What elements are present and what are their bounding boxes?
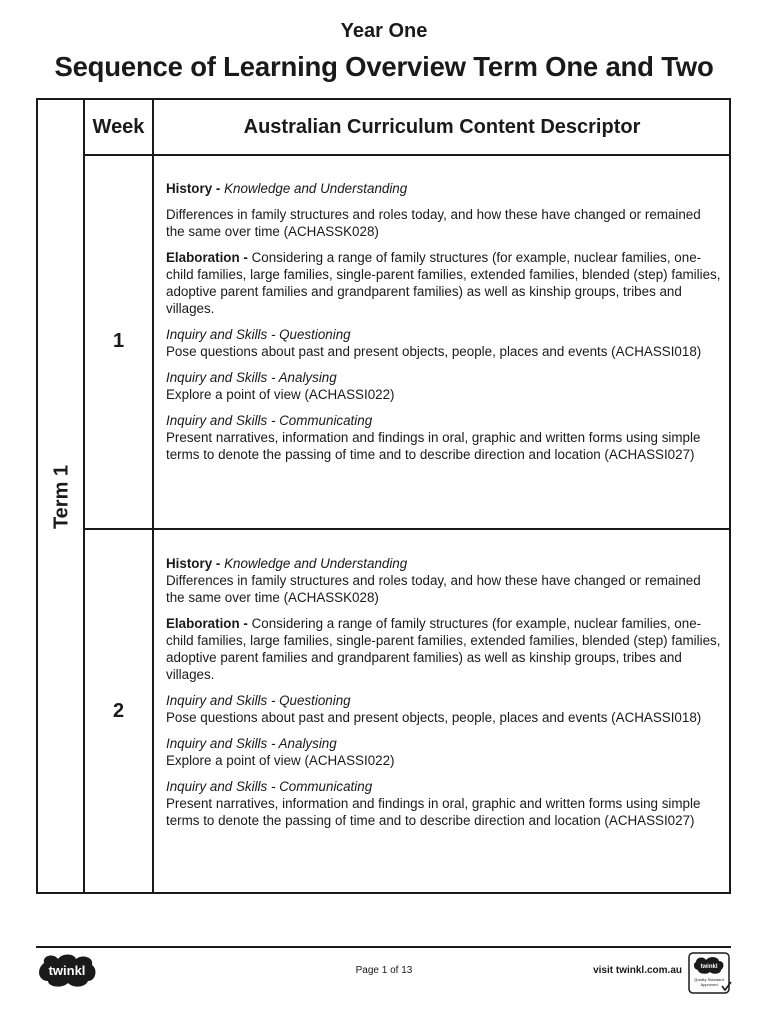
communicating-heading: Inquiry and Skills - Communicating bbox=[166, 779, 373, 794]
elaboration: Elaboration - Considering a range of family structures (for example, nuclear families, one-child families, large families, single-parent families, extended families, blended (step) families, adoptive parent families and grandparent families) as well as kinship groups, tribes and villages. bbox=[166, 616, 721, 682]
communicating-text: Present narratives, information and findings in oral, graphic and written forms using simple terms to denote the passing of time and to describe direction and location (ACHASSI027) bbox=[166, 796, 701, 828]
analysing-text: Explore a point of view (ACHASSI022) bbox=[166, 387, 395, 402]
week-number: 1 bbox=[112, 330, 125, 352]
descriptor-cell bbox=[166, 555, 722, 838]
week-number: 2 bbox=[112, 700, 125, 722]
questioning-text: Pose questions about past and present objects, people, places and events (ACHASSI018) bbox=[166, 710, 702, 725]
analysing-text: Explore a point of view (ACHASSI022) bbox=[166, 753, 395, 768]
quality-badge-icon bbox=[688, 952, 732, 994]
history-heading: History - Knowledge and Understanding bbox=[166, 556, 408, 571]
svg-text:Quality Standard: Quality Standard bbox=[694, 977, 724, 982]
column-header-descriptor: Australian Curriculum Content Descriptor bbox=[243, 115, 641, 138]
page-number: Page 1 of 13 bbox=[355, 965, 413, 976]
analysing-heading: Inquiry and Skills - Analysing bbox=[166, 736, 337, 751]
history-heading: History - Knowledge and Understanding bbox=[166, 181, 408, 196]
elaboration: Elaboration - Considering a range of family structures (for example, nuclear families, one-child families, large families, single-parent families, extended families, blended (step) families, adoptive parent families and grandparent families) as well as kinship groups, tribes and villages. bbox=[166, 250, 721, 316]
descriptor-cell bbox=[166, 180, 722, 472]
analysing-heading: Inquiry and Skills - Analysing bbox=[166, 370, 337, 385]
svg-text:twinkl: twinkl bbox=[700, 964, 718, 970]
svg-text:Approved: Approved bbox=[700, 982, 718, 987]
visit-link[interactable]: visit twinkl.com.au bbox=[593, 965, 682, 976]
questioning-heading: Inquiry and Skills - Questioning bbox=[166, 327, 351, 342]
history-text: Differences in family structures and roles today, and how these have changed or remained the same over time (ACHASSK028) bbox=[166, 207, 701, 239]
communicating-heading: Inquiry and Skills - Communicating bbox=[166, 413, 373, 428]
questioning-heading: Inquiry and Skills - Questioning bbox=[166, 693, 351, 708]
column-header-week: Week bbox=[92, 115, 145, 138]
svg-text:twinkl: twinkl bbox=[48, 963, 86, 978]
footer-rule bbox=[36, 946, 731, 948]
questioning-text: Pose questions about past and present objects, people, places and events (ACHASSI018) bbox=[166, 344, 702, 359]
history-text: Differences in family structures and roles today, and how these have changed or remained the same over time (ACHASSK028) bbox=[166, 573, 701, 605]
document-title: Sequence of Learning Overview Term One and Two bbox=[54, 51, 714, 82]
communicating-text: Present narratives, information and findings in oral, graphic and written forms using simple terms to denote the passing of time and to describe direction and location (ACHASSI027) bbox=[166, 430, 701, 462]
term-label: Term 1 bbox=[50, 464, 73, 530]
document-subtitle: Year One bbox=[340, 20, 428, 42]
